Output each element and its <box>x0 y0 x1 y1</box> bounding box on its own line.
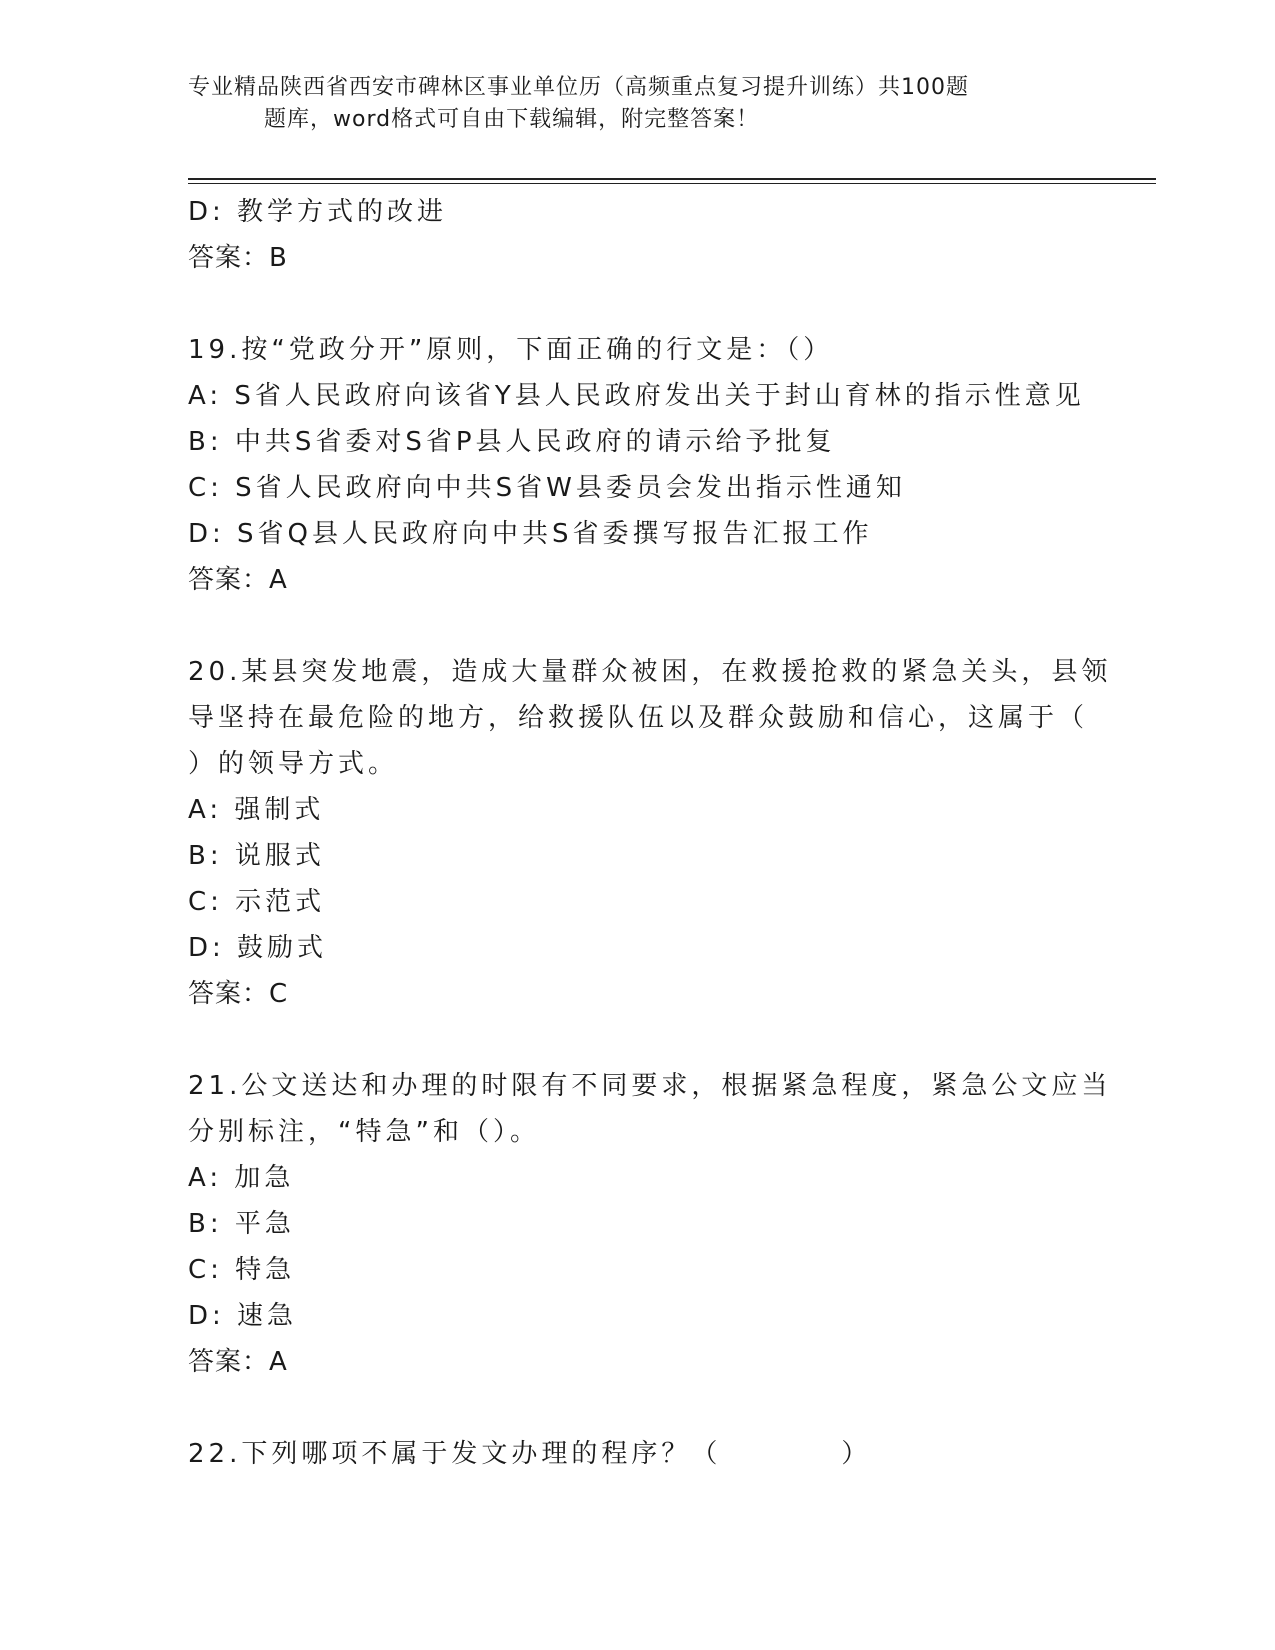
q19-stem: 19.按“党政分开”原则，下面正确的行文是：（） <box>188 335 834 365</box>
q19-option-d: D: S省Q县人民政府向中共S省委撰写报告汇报工作 <box>188 519 873 549</box>
q18-option-d: D: 教学方式的改进 <box>188 197 448 227</box>
q21-stem-line2: 分别标注，“特急”和（）。 <box>188 1117 540 1147</box>
q21-stem-line1: 21.公文送达和办理的时限有不同要求，根据紧急程度，紧急公文应当 <box>188 1071 1112 1101</box>
question-spacer <box>188 603 1088 649</box>
question-list <box>188 189 1112 1477</box>
q19-option-c: C: S省人民政府向中共S省W县委员会发出指示性通知 <box>188 473 906 503</box>
q20-option-b: B: 说服式 <box>188 841 325 871</box>
page-header <box>188 72 1048 136</box>
q20-option-c: C: 示范式 <box>188 887 326 917</box>
q21-answer: 答案：A <box>188 1347 288 1377</box>
q21-option-a: A: 加急 <box>188 1163 295 1193</box>
header-title-line2: 题库，word格式可自由下载编辑，附完整答案！ <box>264 107 760 132</box>
question-spacer <box>188 1385 1088 1431</box>
q19-answer: 答案：A <box>188 565 288 595</box>
header-title-line1: 专业精品陕西省西安市碑林区事业单位历（高频重点复习提升训练）共100题 <box>188 75 969 100</box>
q19-option-b: B: 中共S省委对S省P县人民政府的请示给予批复 <box>188 427 836 457</box>
q21-option-b: B: 平急 <box>188 1209 295 1239</box>
q21-option-d: D: 速急 <box>188 1301 298 1331</box>
question-spacer <box>188 1017 1088 1063</box>
question-spacer <box>188 281 1088 327</box>
q20-option-d: D: 鼓励式 <box>188 933 328 963</box>
q20-stem-line3: ）的领导方式。 <box>188 749 399 779</box>
q19-option-a: A: S省人民政府向该省Y县人民政府发出关于封山育林的指示性意见 <box>188 381 1085 411</box>
header-rule-thick <box>188 178 1156 180</box>
q20-answer: 答案：C <box>188 979 289 1009</box>
q20-stem-line2: 导坚持在最危险的地方，给救援队伍以及群众鼓励和信心，这属于（ <box>188 703 1089 733</box>
q18-answer: 答案：B <box>188 243 288 273</box>
q20-option-a: A: 强制式 <box>188 795 325 825</box>
q20-stem-line1: 20.某县突发地震，造成大量群众被困，在救援抢救的紧急关头，县领 <box>188 657 1112 687</box>
q21-option-c: C: 特急 <box>188 1255 296 1285</box>
q22-stem: 22.下列哪项不属于发文办理的程序？（ ） <box>188 1439 872 1469</box>
header-rule-thin <box>188 183 1156 184</box>
